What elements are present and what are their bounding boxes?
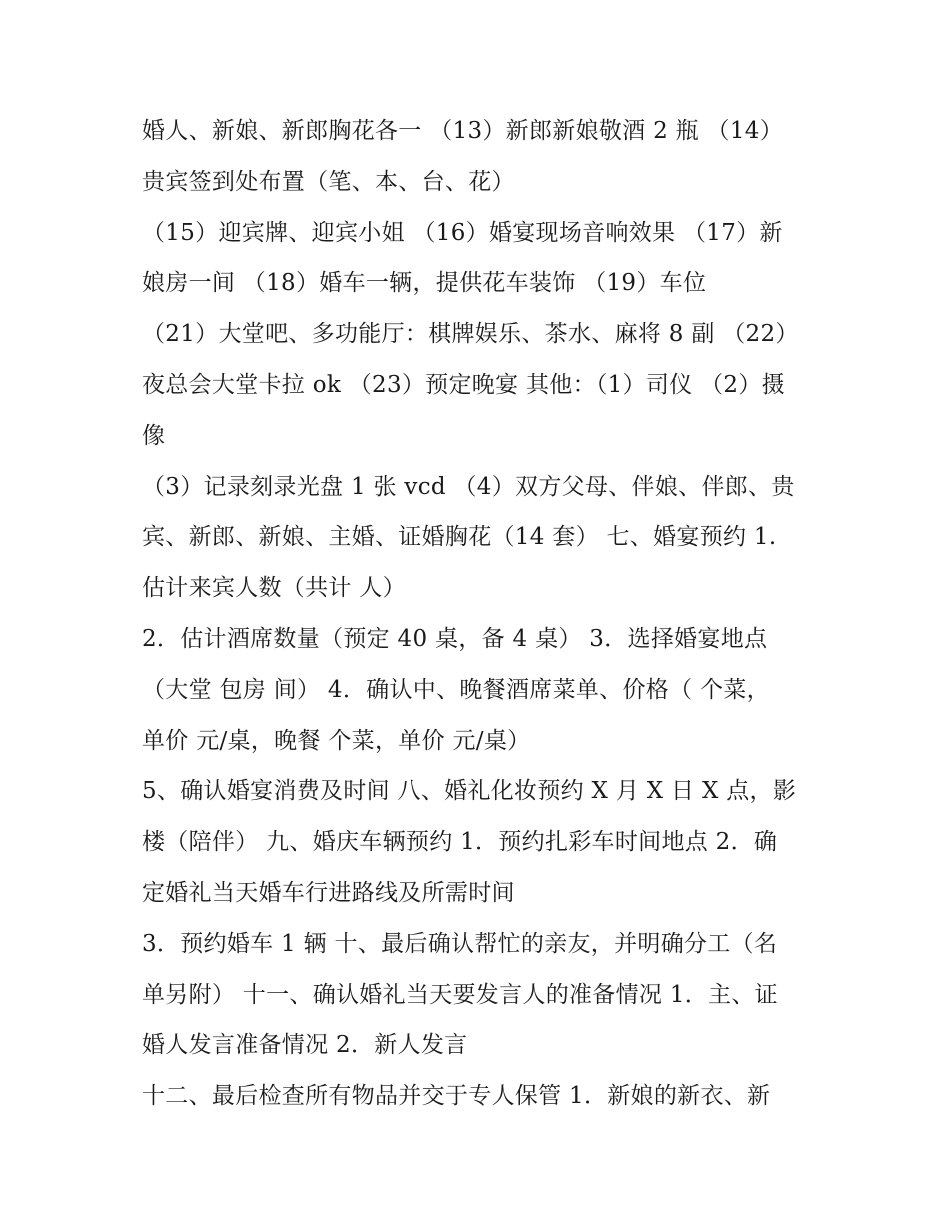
text-line: （3）记录刻录光盘 1 张 vcd （4）双方父母、伴娘、伴郎、贵 — [142, 473, 795, 500]
text-line: 2．估计酒席数量（预定 40 桌，备 4 桌） 3．选择婚宴地点 — [142, 625, 768, 652]
text-line: 单另附） 十一、确认婚礼当天要发言人的准备情况 1．主、证 — [142, 981, 778, 1008]
text-line: 十二、最后检查所有物品并交于专人保管 1．新娘的新衣、新 — [142, 1083, 771, 1110]
text-line: 估计来宾人数（共计 人） — [142, 575, 406, 602]
text-line: 婚人发言准备情况 2．新人发言 — [142, 1032, 468, 1059]
text-line: （大堂 包房 间） 4．确认中、晚餐酒席菜单、价格（ 个菜， — [142, 676, 770, 703]
text-line: 婚人、新娘、新郎胸花各一 （13）新郎新娘敬酒 2 瓶 （14） — [142, 118, 784, 144]
text-line: 5、确认婚宴消费及时间 八、婚礼化妆预约 X 月 X 日 X 点，影 — [142, 778, 797, 805]
text-line: （15）迎宾牌、迎宾小姐 （16）婚宴现场音响效果 （17）新 — [142, 219, 783, 246]
text-line: 定婚礼当天婚车行进路线及所需时间 — [142, 879, 515, 906]
document-body — [142, 112, 822, 1128]
text-line: 贵宾签到处布置（笔、本、台、花） — [142, 168, 515, 195]
text-line: 像 — [142, 422, 166, 449]
text-line: 3．预约婚车 1 辆 十、最后确认帮忙的亲友，并明确分工（名 — [142, 930, 778, 957]
text-line: （21）大堂吧、多功能厅：棋牌娱乐、茶水、麻将 8 副 （22） — [142, 321, 799, 348]
text-line: 夜总会大堂卡拉 ok （23）预定晚宴 其他：（1）司仪 （2）摄 — [142, 371, 785, 398]
text-line: 宾、新郎、新娘、主婚、证婚胸花（14 套） 七、婚宴预约 1. — [142, 524, 777, 551]
text-line: 楼（陪伴） 九、婚庆车辆预约 1．预约扎彩车时间地点 2．确 — [142, 829, 778, 856]
text-line: 娘房一间 （18）婚车一辆，提供花车装饰 （19）车位 — [142, 270, 707, 297]
text-line: 单价 元/桌，晚餐 个菜，单价 元/桌） — [142, 727, 531, 754]
